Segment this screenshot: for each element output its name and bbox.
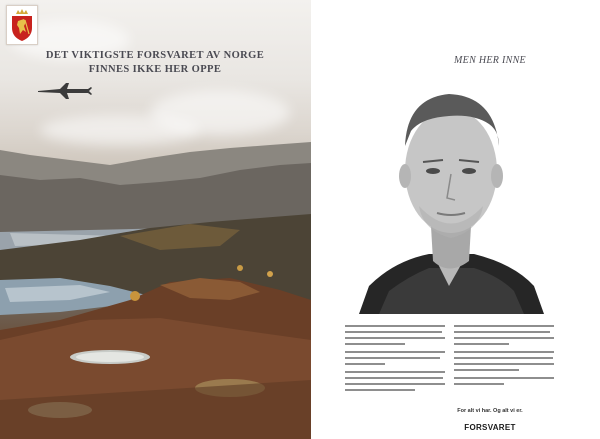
body-text-column-right (454, 325, 554, 389)
body-text-column-left (345, 325, 445, 395)
headline-line-1: DET VIKTIGSTE FORSVARET AV NORGE (45, 50, 265, 61)
photo-credit-mark (4, 330, 10, 356)
norwegian-coat-of-arms-icon (6, 5, 38, 45)
headline (20, 49, 290, 77)
headline-line-2: FINNES IKKE HER OPPE (88, 64, 222, 75)
transport-aircraft-icon (36, 80, 92, 102)
forsvaret-logo: FORSVARET (464, 423, 516, 432)
man-portrait-photo (349, 76, 551, 314)
tagline: For alt vi har. Og alt vi er. (457, 408, 523, 414)
right-headline: MEN HER INNE (454, 55, 526, 66)
